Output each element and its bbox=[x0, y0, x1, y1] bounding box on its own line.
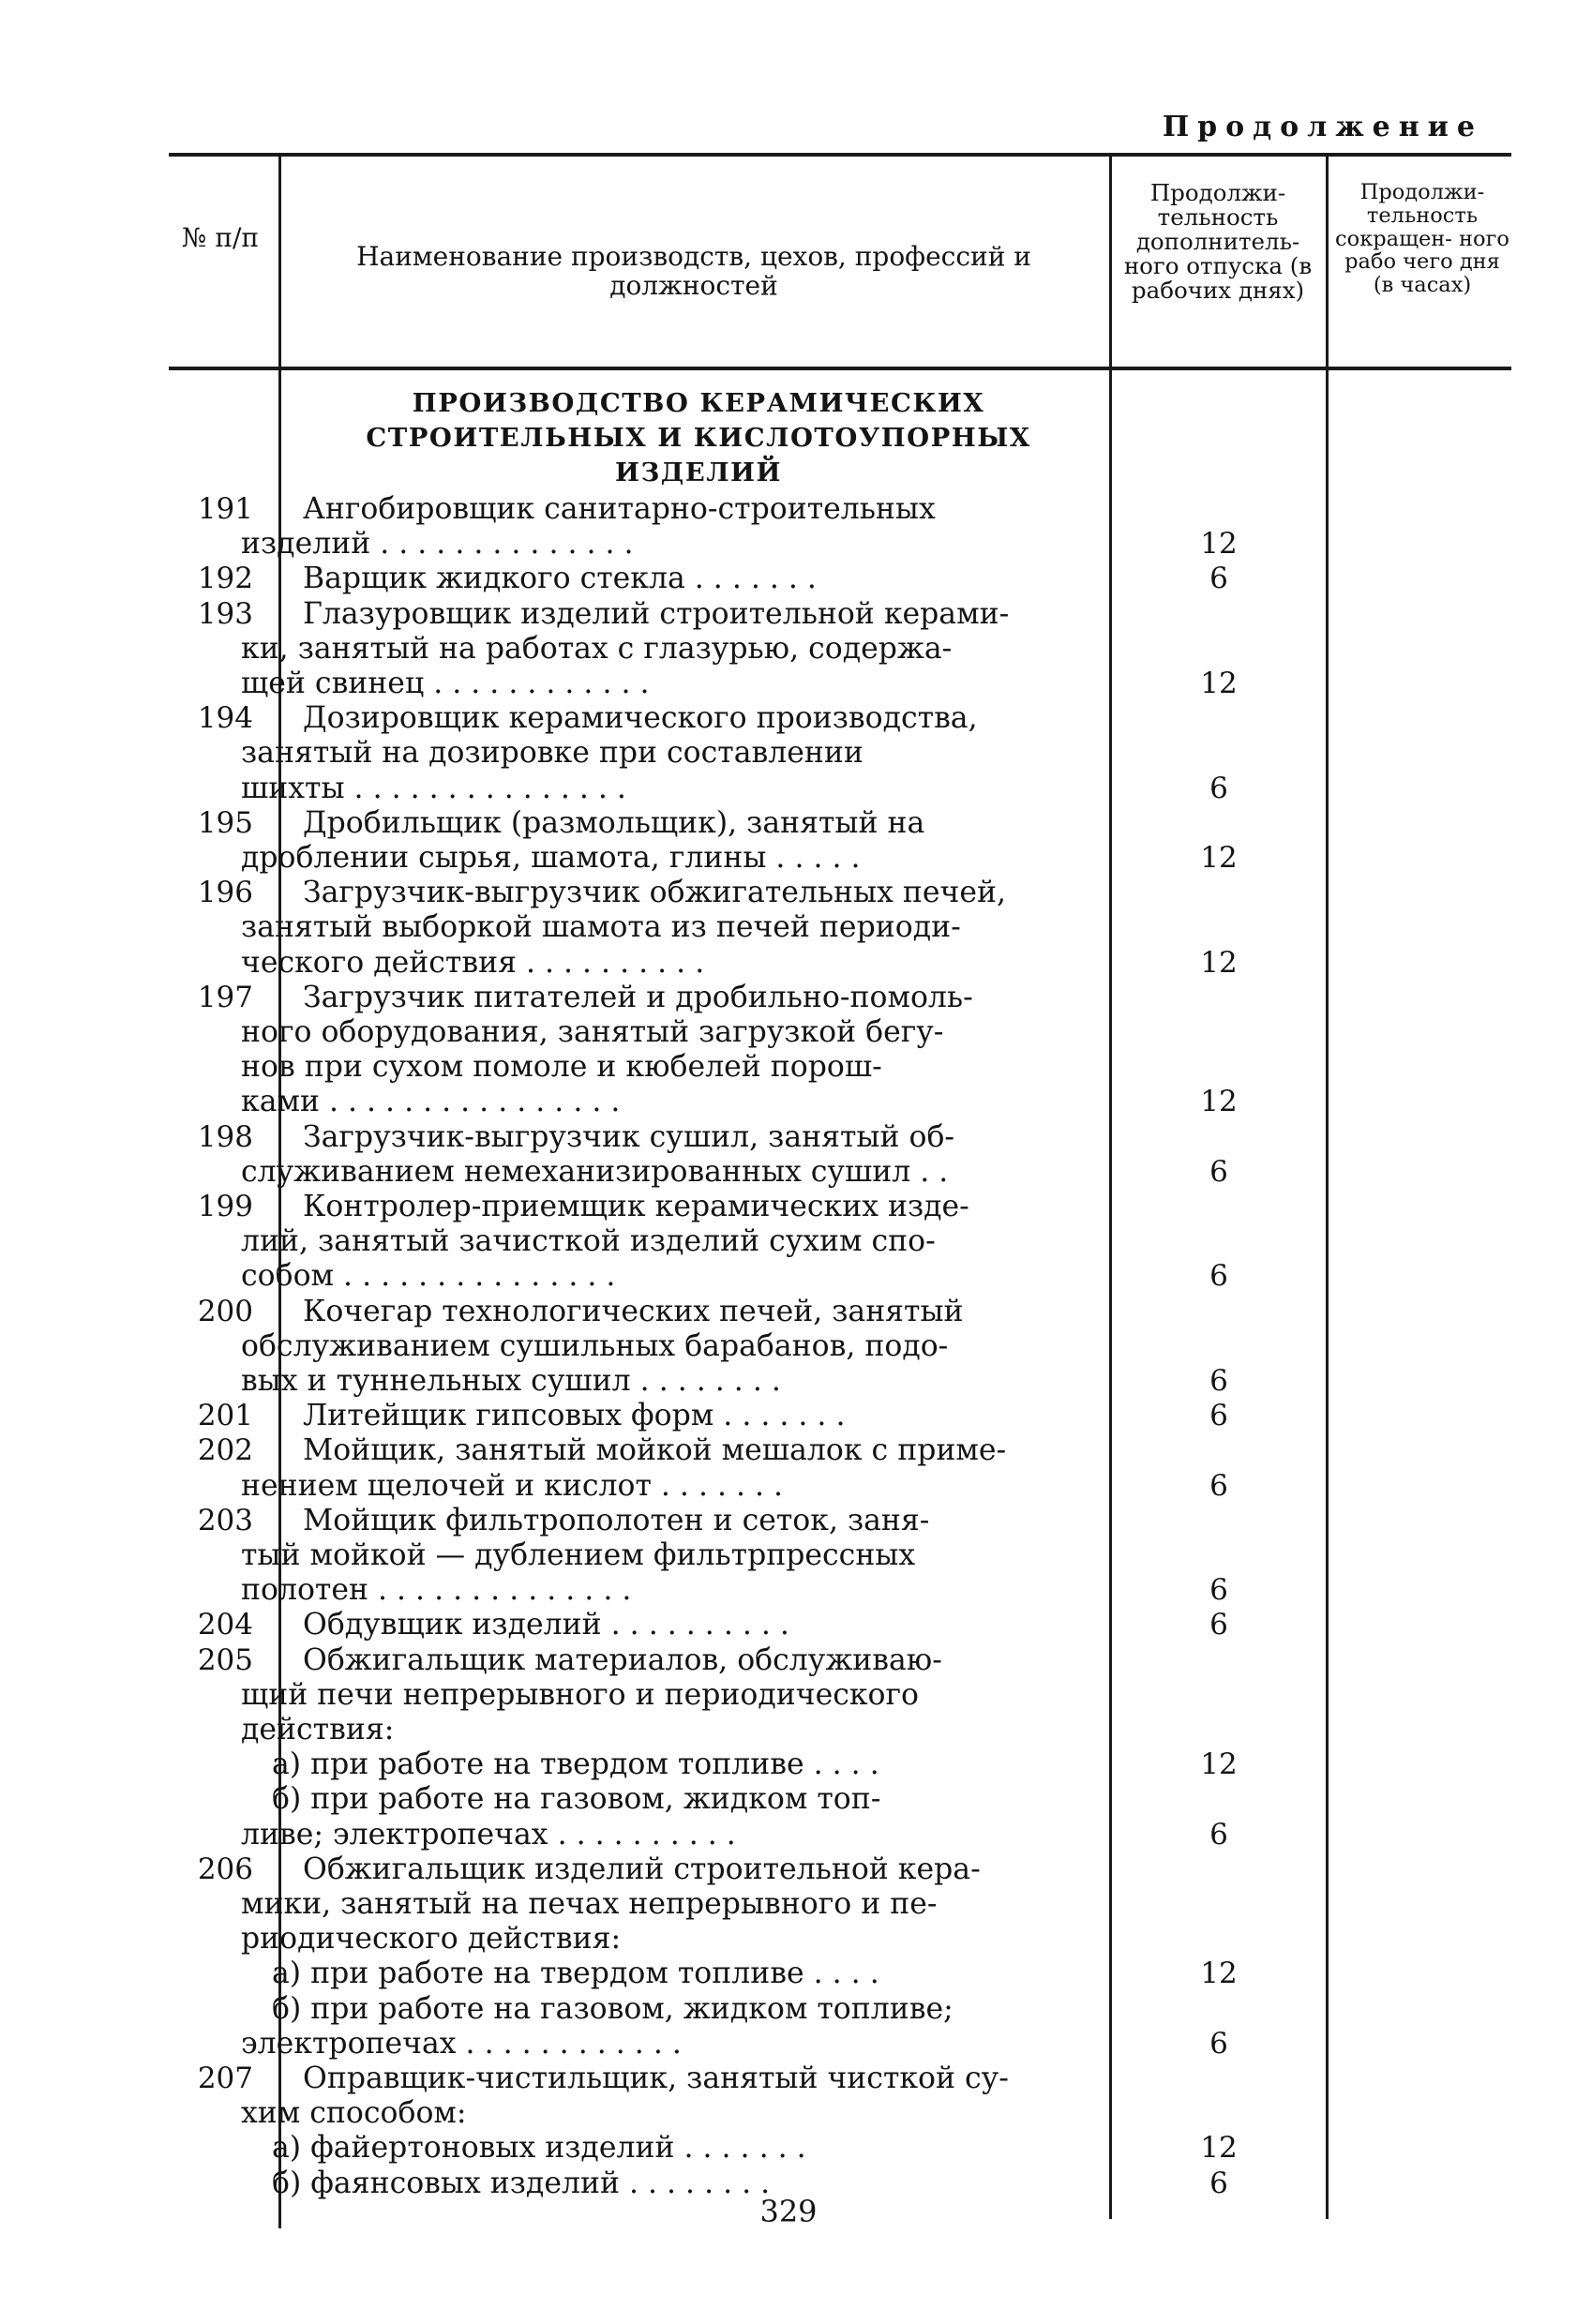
description-line: ческого действия . . . . . . . . . . bbox=[241, 945, 705, 980]
description-line: шихты . . . . . . . . . . . . . . . bbox=[241, 771, 626, 805]
description-line: занятый выборкой шамота из печей периоди- bbox=[241, 910, 961, 945]
description-line: служиванием немеханизированных сушил . . bbox=[241, 1154, 949, 1189]
description-line: Варщик жидкого стекла . . . . . . . bbox=[303, 562, 817, 596]
row-number: 198 bbox=[197, 1119, 253, 1154]
description-line: действия: bbox=[241, 1713, 395, 1747]
row-number: 207 bbox=[197, 2062, 253, 2095]
description-line: хим способом: bbox=[241, 2096, 467, 2131]
row-number: 194 bbox=[197, 701, 253, 736]
description-line: ки, занятый на работах с глазурью, содержа- bbox=[241, 631, 953, 666]
row-number: 202 bbox=[197, 1433, 253, 1468]
header-vacation-days: Продолжи- тельность дополнитель- ного отпуска (в рабочих днях) bbox=[1123, 179, 1313, 304]
row-description bbox=[241, 980, 1098, 1120]
description-line: Загрузчик-выгрузчик сушил, занятый об- bbox=[303, 1119, 955, 1154]
row-number: 206 bbox=[197, 1852, 253, 1886]
description-line: нов при сухом помоле и кюбелей порош- bbox=[241, 1050, 882, 1085]
description-line: Обдувщик изделий . . . . . . . . . . bbox=[303, 1608, 789, 1642]
vacation-days-value: 6 bbox=[1209, 1364, 1228, 1398]
row-description bbox=[241, 2062, 1098, 2201]
description-line: Загрузчик-выгрузчик обжигательных печей, bbox=[303, 876, 1007, 910]
description-line: Обжигальщик изделий строительной кера- bbox=[303, 1852, 981, 1886]
vacation-days-value: 12 bbox=[1200, 841, 1238, 875]
vacation-days-value: 6 bbox=[1209, 1468, 1228, 1503]
header-name: Наименование производств, цехов, профессий и должностей bbox=[356, 241, 1031, 302]
column-divider-3 bbox=[1326, 157, 1329, 2219]
description-line: б) при работе на газовом, жидком топливе; bbox=[272, 1991, 954, 2026]
row-number: 195 bbox=[197, 805, 253, 840]
vacation-days-value: 12 bbox=[1200, 527, 1238, 562]
description-line: б) при работе на газовом, жидком топ- bbox=[272, 1782, 881, 1817]
table-header-rule bbox=[169, 367, 1511, 370]
header-workday-hours: Продолжи- тельность сокращен- ного рабо чего дня (в часах) bbox=[1335, 180, 1509, 297]
description-line: Оправщик-чистильщик, занятый чисткой су- bbox=[303, 2062, 1009, 2095]
description-line: ного оборудования, занятый загрузкой бегу- bbox=[241, 1015, 944, 1049]
description-line: Мойщик фильтрополотен и сеток, заня- bbox=[303, 1503, 930, 1537]
header-number: № п/п bbox=[181, 222, 260, 253]
description-line: занятый на дозировке при составлении bbox=[241, 736, 864, 771]
row-number: 204 bbox=[197, 1608, 253, 1642]
row-number: 193 bbox=[197, 596, 253, 631]
row-description bbox=[241, 805, 1098, 876]
vacation-days-value: 12 bbox=[1200, 1747, 1238, 1782]
description-line: лий, занятый зачисткой изделий сухим спо- bbox=[241, 1224, 936, 1259]
description-line: а) при работе на твердом топливе . . . . bbox=[272, 1957, 879, 1991]
vacation-days-value: 12 bbox=[1200, 667, 1238, 700]
row-number: 201 bbox=[197, 1399, 253, 1433]
vacation-days-value: 6 bbox=[1209, 2166, 1228, 2200]
vacation-days-value: 6 bbox=[1209, 562, 1228, 596]
vacation-days-value: 12 bbox=[1200, 1957, 1238, 1991]
vacation-days-value: 6 bbox=[1209, 1573, 1228, 1608]
page-number: 329 bbox=[759, 2194, 818, 2229]
row-description bbox=[241, 1294, 1098, 1400]
vacation-days-value: 6 bbox=[1209, 1817, 1228, 1852]
description-line: щей свинец . . . . . . . . . . . . bbox=[241, 667, 650, 700]
row-number: 197 bbox=[197, 980, 253, 1014]
description-line: Загрузчик питателей и дробильно-помоль- bbox=[303, 980, 973, 1014]
description-line: тый мойкой — дублением фильтрпрессных bbox=[241, 1538, 916, 1572]
description-line: изделий . . . . . . . . . . . . . . bbox=[241, 527, 634, 562]
description-line: Мойщик, занятый мойкой мешалок с приме- bbox=[303, 1433, 1007, 1468]
description-line: Дробильщик (размольщик), занятый на bbox=[303, 805, 925, 840]
row-number: 205 bbox=[197, 1642, 253, 1677]
row-description bbox=[241, 1642, 1098, 1852]
row-number: 203 bbox=[197, 1503, 253, 1537]
row-number: 200 bbox=[197, 1294, 253, 1328]
vacation-days-value: 6 bbox=[1209, 1399, 1228, 1433]
vacation-days-value: 6 bbox=[1209, 1608, 1228, 1642]
vacation-days-value: 6 bbox=[1209, 771, 1228, 805]
description-line: а) при работе на твердом топливе . . . . bbox=[272, 1747, 879, 1782]
vacation-days-value: 12 bbox=[1200, 2131, 1238, 2166]
description-line: Литейщик гипсовых форм . . . . . . . bbox=[303, 1399, 846, 1433]
row-description bbox=[303, 1399, 1098, 1433]
description-line: Кочегар технологических печей, занятый bbox=[303, 1294, 964, 1328]
row-description bbox=[241, 1190, 1098, 1295]
description-line: Контролер-приемщик керамических изде- bbox=[303, 1190, 969, 1223]
description-line: нением щелочей и кислот . . . . . . . bbox=[241, 1468, 784, 1503]
description-line: Обжигальщик материалов, обслуживаю- bbox=[303, 1642, 942, 1677]
description-line: вых и туннельных сушил . . . . . . . . bbox=[241, 1364, 781, 1398]
description-line: Дозировщик керамического производства, bbox=[303, 701, 978, 736]
vacation-days-value: 6 bbox=[1209, 1259, 1228, 1294]
vacation-days-value: 12 bbox=[1200, 1085, 1238, 1119]
row-number: 199 bbox=[197, 1190, 253, 1223]
vacation-days-value: 6 bbox=[1209, 2026, 1228, 2061]
row-description bbox=[241, 492, 1098, 562]
description-line: обслуживанием сушильных барабанов, подо- bbox=[241, 1328, 949, 1363]
section-title: ПРОИЗВОДСТВО КЕРАМИЧЕСКИХ СТРОИТЕЛЬНЫХ И КИСЛОТОУПОРНЫХ ИЗДЕЛИЙ bbox=[366, 388, 1031, 487]
row-description bbox=[241, 876, 1098, 981]
row-description bbox=[241, 1119, 1098, 1190]
vacation-days-value: 12 bbox=[1200, 945, 1238, 980]
row-description bbox=[241, 1503, 1098, 1609]
description-line: ливе; электропечах . . . . . . . . . . bbox=[241, 1817, 736, 1852]
row-number: 196 bbox=[197, 876, 253, 910]
row-description bbox=[303, 562, 1098, 596]
row-number: 191 bbox=[197, 492, 253, 526]
row-description bbox=[241, 701, 1098, 806]
description-line: а) файертоновых изделий . . . . . . . bbox=[272, 2131, 806, 2166]
description-line: дроблении сырья, шамота, глины . . . . . bbox=[241, 841, 861, 875]
row-description bbox=[241, 1433, 1098, 1503]
table-top-rule bbox=[169, 153, 1511, 157]
row-number: 192 bbox=[197, 562, 253, 596]
row-description bbox=[241, 1852, 1098, 2062]
description-line: собом . . . . . . . . . . . . . . . bbox=[241, 1259, 616, 1294]
description-line: б) фаянсовых изделий . . . . . . . . bbox=[272, 2166, 771, 2200]
description-line: электропечах . . . . . . . . . . . . bbox=[241, 2026, 682, 2061]
vacation-days-value: 6 bbox=[1209, 1154, 1228, 1189]
description-line: Ангобировщик санитарно-строительных bbox=[303, 492, 936, 526]
description-line: ками . . . . . . . . . . . . . . . . bbox=[241, 1085, 621, 1119]
description-line: Глазуровщик изделий строительной керами- bbox=[303, 596, 1010, 631]
row-description bbox=[303, 1608, 1098, 1642]
continued-label: Продолжение bbox=[1162, 111, 1483, 143]
description-line: щий печи непрерывного и периодического bbox=[241, 1677, 919, 1712]
row-description bbox=[241, 596, 1098, 702]
description-line: мики, занятый на печах непрерывного и пе- bbox=[241, 1887, 938, 1921]
description-line: полотен . . . . . . . . . . . . . . bbox=[241, 1573, 632, 1608]
description-line: риодического действия: bbox=[241, 1922, 622, 1957]
